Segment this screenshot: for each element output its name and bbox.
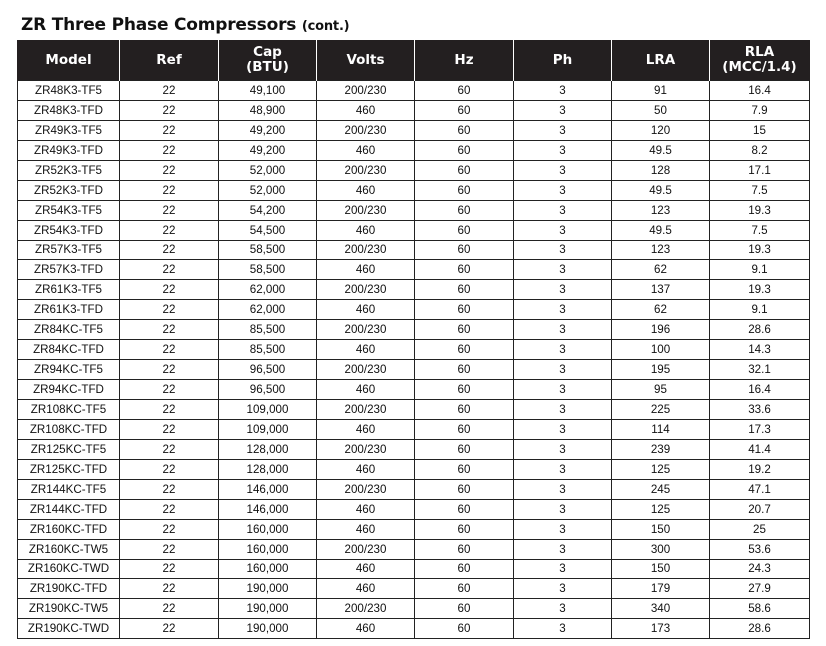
cell-rla: 20.7 [710,499,810,519]
cell-model: ZR108KC-TF5 [18,400,120,420]
cell-lra: 340 [612,599,710,619]
cell-cap: 109,000 [219,400,317,420]
cell-rla: 24.3 [710,559,810,579]
cell-lra: 62 [612,300,710,320]
cell-lra: 137 [612,280,710,300]
cell-volts: 460 [317,559,415,579]
cell-lra: 91 [612,81,710,101]
cell-model: ZR57K3-TFD [18,260,120,280]
cell-cap: 85,500 [219,320,317,340]
cell-volts: 460 [317,260,415,280]
cell-hz: 60 [415,180,514,200]
cell-lra: 49.5 [612,220,710,240]
table-body [18,81,810,639]
cell-hz: 60 [415,160,514,180]
cell-ref: 22 [120,459,219,479]
cell-lra: 245 [612,479,710,499]
cell-ref: 22 [120,519,219,539]
cell-cap: 54,500 [219,220,317,240]
header-model: Model [18,40,120,81]
cell-ref: 22 [120,340,219,360]
cell-cap: 48,900 [219,100,317,120]
table-row [18,200,810,220]
cell-rla: 19.3 [710,200,810,220]
cell-ph: 3 [514,360,612,380]
cell-ref: 22 [120,599,219,619]
cell-ph: 3 [514,459,612,479]
cell-volts: 200/230 [317,479,415,499]
cell-ref: 22 [120,220,219,240]
table-row [18,539,810,559]
header-ref: Ref [120,40,219,81]
cell-model: ZR125KC-TFD [18,459,120,479]
table-row [18,400,810,420]
cell-ph: 3 [514,320,612,340]
cell-ref: 22 [120,360,219,380]
cell-lra: 300 [612,539,710,559]
cell-volts: 200/230 [317,200,415,220]
cell-rla: 9.1 [710,260,810,280]
table-row [18,380,810,400]
cell-ref: 22 [120,579,219,599]
cell-model: ZR125KC-TF5 [18,439,120,459]
cell-volts: 460 [317,220,415,240]
table-row [18,499,810,519]
cell-volts: 200/230 [317,599,415,619]
cell-hz: 60 [415,140,514,160]
cell-volts: 460 [317,499,415,519]
cell-model: ZR94KC-TF5 [18,360,120,380]
cell-ref: 22 [120,559,219,579]
cell-hz: 60 [415,519,514,539]
cell-lra: 179 [612,579,710,599]
cell-ref: 22 [120,300,219,320]
cell-rla: 27.9 [710,579,810,599]
cell-volts: 200/230 [317,400,415,420]
cell-hz: 60 [415,539,514,559]
cell-lra: 62 [612,260,710,280]
header-volts: Volts [317,40,415,81]
table-row [18,160,810,180]
cell-ph: 3 [514,140,612,160]
cell-lra: 120 [612,120,710,140]
table-row [18,81,810,101]
cell-model: ZR94KC-TFD [18,380,120,400]
cell-cap: 190,000 [219,599,317,619]
cell-ref: 22 [120,619,219,639]
cell-ph: 3 [514,400,612,420]
page-title-suffix: (cont.) [301,19,350,34]
cell-cap: 49,200 [219,140,317,160]
cell-hz: 60 [415,120,514,140]
cell-cap: 85,500 [219,340,317,360]
cell-hz: 60 [415,100,514,120]
cell-volts: 200/230 [317,81,415,101]
cell-rla: 17.1 [710,160,810,180]
cell-ph: 3 [514,479,612,499]
cell-ref: 22 [120,140,219,160]
cell-ph: 3 [514,300,612,320]
cell-cap: 96,500 [219,360,317,380]
cell-volts: 460 [317,380,415,400]
cell-rla: 19.3 [710,280,810,300]
cell-model: ZR48K3-TFD [18,100,120,120]
cell-ph: 3 [514,160,612,180]
cell-lra: 173 [612,619,710,639]
cell-hz: 60 [415,280,514,300]
cell-ref: 22 [120,180,219,200]
cell-hz: 60 [415,400,514,420]
cell-lra: 49.5 [612,180,710,200]
cell-ref: 22 [120,81,219,101]
cell-rla: 14.3 [710,340,810,360]
table-row [18,140,810,160]
cell-ph: 3 [514,559,612,579]
cell-cap: 146,000 [219,479,317,499]
cell-ref: 22 [120,499,219,519]
cell-ref: 22 [120,260,219,280]
cell-ref: 22 [120,419,219,439]
cell-cap: 49,200 [219,120,317,140]
cell-cap: 190,000 [219,579,317,599]
cell-hz: 60 [415,320,514,340]
cell-ph: 3 [514,280,612,300]
header-row [18,40,810,81]
cell-ref: 22 [120,400,219,420]
cell-ph: 3 [514,240,612,260]
table-row [18,220,810,240]
table-row [18,360,810,380]
cell-cap: 49,100 [219,81,317,101]
cell-lra: 195 [612,360,710,380]
table-row [18,479,810,499]
cell-model: ZR160KC-TWD [18,559,120,579]
cell-model: ZR160KC-TFD [18,519,120,539]
cell-rla: 58.6 [710,599,810,619]
cell-rla: 16.4 [710,380,810,400]
cell-model: ZR49K3-TFD [18,140,120,160]
cell-hz: 60 [415,200,514,220]
cell-model: ZR49K3-TF5 [18,120,120,140]
cell-lra: 150 [612,559,710,579]
table-row [18,180,810,200]
cell-rla: 25 [710,519,810,539]
cell-ph: 3 [514,439,612,459]
cell-cap: 52,000 [219,180,317,200]
cell-model: ZR52K3-TFD [18,180,120,200]
cell-volts: 200/230 [317,360,415,380]
cell-model: ZR190KC-TFD [18,579,120,599]
cell-rla: 16.4 [710,81,810,101]
cell-hz: 60 [415,419,514,439]
cell-rla: 28.6 [710,320,810,340]
cell-ref: 22 [120,120,219,140]
cell-rla: 28.6 [710,619,810,639]
cell-ph: 3 [514,599,612,619]
cell-hz: 60 [415,220,514,240]
cell-ph: 3 [514,619,612,639]
table-row [18,579,810,599]
cell-rla: 32.1 [710,360,810,380]
cell-cap: 190,000 [219,619,317,639]
cell-model: ZR144KC-TF5 [18,479,120,499]
cell-ref: 22 [120,100,219,120]
cell-cap: 109,000 [219,419,317,439]
cell-volts: 200/230 [317,280,415,300]
page-title-main: ZR Three Phase Compressors [21,15,297,35]
cell-lra: 95 [612,380,710,400]
cell-lra: 123 [612,240,710,260]
cell-volts: 200/230 [317,320,415,340]
cell-lra: 225 [612,400,710,420]
cell-volts: 460 [317,300,415,320]
cell-ref: 22 [120,320,219,340]
cell-hz: 60 [415,579,514,599]
cell-volts: 460 [317,140,415,160]
cell-cap: 96,500 [219,380,317,400]
cell-rla: 15 [710,120,810,140]
table-row [18,559,810,579]
cell-rla: 19.2 [710,459,810,479]
cell-cap: 160,000 [219,559,317,579]
cell-ref: 22 [120,160,219,180]
cell-volts: 460 [317,100,415,120]
cell-ph: 3 [514,579,612,599]
cell-cap: 52,000 [219,160,317,180]
compressor-spec-table [17,40,810,639]
cell-cap: 58,500 [219,260,317,280]
cell-lra: 114 [612,419,710,439]
cell-hz: 60 [415,380,514,400]
table-row [18,459,810,479]
header-hz: Hz [415,40,514,81]
cell-volts: 460 [317,459,415,479]
cell-lra: 123 [612,200,710,220]
cell-volts: 200/230 [317,240,415,260]
cell-hz: 60 [415,619,514,639]
cell-lra: 150 [612,519,710,539]
cell-ph: 3 [514,120,612,140]
cell-ref: 22 [120,479,219,499]
cell-cap: 128,000 [219,459,317,479]
cell-ref: 22 [120,539,219,559]
cell-ph: 3 [514,180,612,200]
cell-rla: 7.5 [710,180,810,200]
cell-model: ZR84KC-TFD [18,340,120,360]
table-row [18,619,810,639]
page-title [21,15,349,35]
cell-ph: 3 [514,100,612,120]
table-row [18,519,810,539]
cell-ph: 3 [514,220,612,240]
cell-cap: 146,000 [219,499,317,519]
header-ph: Ph [514,40,612,81]
cell-cap: 62,000 [219,300,317,320]
cell-rla: 53.6 [710,539,810,559]
table-row [18,120,810,140]
cell-ref: 22 [120,380,219,400]
cell-ph: 3 [514,200,612,220]
header-lra: LRA [612,40,710,81]
cell-hz: 60 [415,459,514,479]
cell-volts: 200/230 [317,120,415,140]
cell-model: ZR54K3-TFD [18,220,120,240]
cell-model: ZR160KC-TW5 [18,539,120,559]
table-row [18,599,810,619]
cell-hz: 60 [415,340,514,360]
cell-hz: 60 [415,260,514,280]
table-row [18,280,810,300]
cell-model: ZR144KC-TFD [18,499,120,519]
cell-model: ZR54K3-TF5 [18,200,120,220]
cell-rla: 7.5 [710,220,810,240]
cell-rla: 47.1 [710,479,810,499]
cell-rla: 17.3 [710,419,810,439]
table-row [18,300,810,320]
header-rla: RLA (MCC/1.4) [710,40,810,81]
cell-volts: 460 [317,180,415,200]
cell-ref: 22 [120,439,219,459]
cell-cap: 160,000 [219,539,317,559]
cell-hz: 60 [415,300,514,320]
cell-rla: 7.9 [710,100,810,120]
cell-model: ZR61K3-TFD [18,300,120,320]
cell-hz: 60 [415,360,514,380]
cell-hz: 60 [415,81,514,101]
cell-ph: 3 [514,519,612,539]
cell-cap: 128,000 [219,439,317,459]
table-row [18,100,810,120]
table-row [18,419,810,439]
cell-rla: 33.6 [710,400,810,420]
cell-model: ZR190KC-TW5 [18,599,120,619]
table-row [18,340,810,360]
cell-volts: 460 [317,579,415,599]
cell-volts: 200/230 [317,160,415,180]
cell-lra: 239 [612,439,710,459]
cell-ph: 3 [514,260,612,280]
table-row [18,320,810,340]
cell-model: ZR48K3-TF5 [18,81,120,101]
cell-ref: 22 [120,280,219,300]
cell-hz: 60 [415,439,514,459]
cell-ph: 3 [514,499,612,519]
cell-volts: 460 [317,340,415,360]
cell-volts: 200/230 [317,439,415,459]
cell-volts: 460 [317,419,415,439]
cell-model: ZR108KC-TFD [18,419,120,439]
cell-lra: 50 [612,100,710,120]
table-row [18,240,810,260]
cell-hz: 60 [415,559,514,579]
header-cap: Cap (BTU) [219,40,317,81]
cell-lra: 196 [612,320,710,340]
cell-cap: 160,000 [219,519,317,539]
cell-cap: 54,200 [219,200,317,220]
cell-hz: 60 [415,479,514,499]
cell-ph: 3 [514,380,612,400]
cell-lra: 100 [612,340,710,360]
cell-rla: 9.1 [710,300,810,320]
cell-model: ZR57K3-TF5 [18,240,120,260]
cell-lra: 128 [612,160,710,180]
cell-volts: 200/230 [317,539,415,559]
cell-lra: 125 [612,459,710,479]
cell-model: ZR190KC-TWD [18,619,120,639]
cell-ph: 3 [514,340,612,360]
cell-ph: 3 [514,539,612,559]
cell-lra: 125 [612,499,710,519]
cell-ref: 22 [120,240,219,260]
table-header [18,40,810,81]
table-row [18,439,810,459]
cell-model: ZR61K3-TF5 [18,280,120,300]
cell-cap: 58,500 [219,240,317,260]
cell-model: ZR84KC-TF5 [18,320,120,340]
cell-model: ZR52K3-TF5 [18,160,120,180]
cell-ph: 3 [514,81,612,101]
cell-volts: 460 [317,519,415,539]
cell-rla: 41.4 [710,439,810,459]
cell-hz: 60 [415,499,514,519]
cell-rla: 8.2 [710,140,810,160]
table-row [18,260,810,280]
cell-volts: 460 [317,619,415,639]
cell-hz: 60 [415,599,514,619]
cell-lra: 49.5 [612,140,710,160]
cell-rla: 19.3 [710,240,810,260]
cell-ph: 3 [514,419,612,439]
cell-cap: 62,000 [219,280,317,300]
cell-ref: 22 [120,200,219,220]
cell-hz: 60 [415,240,514,260]
